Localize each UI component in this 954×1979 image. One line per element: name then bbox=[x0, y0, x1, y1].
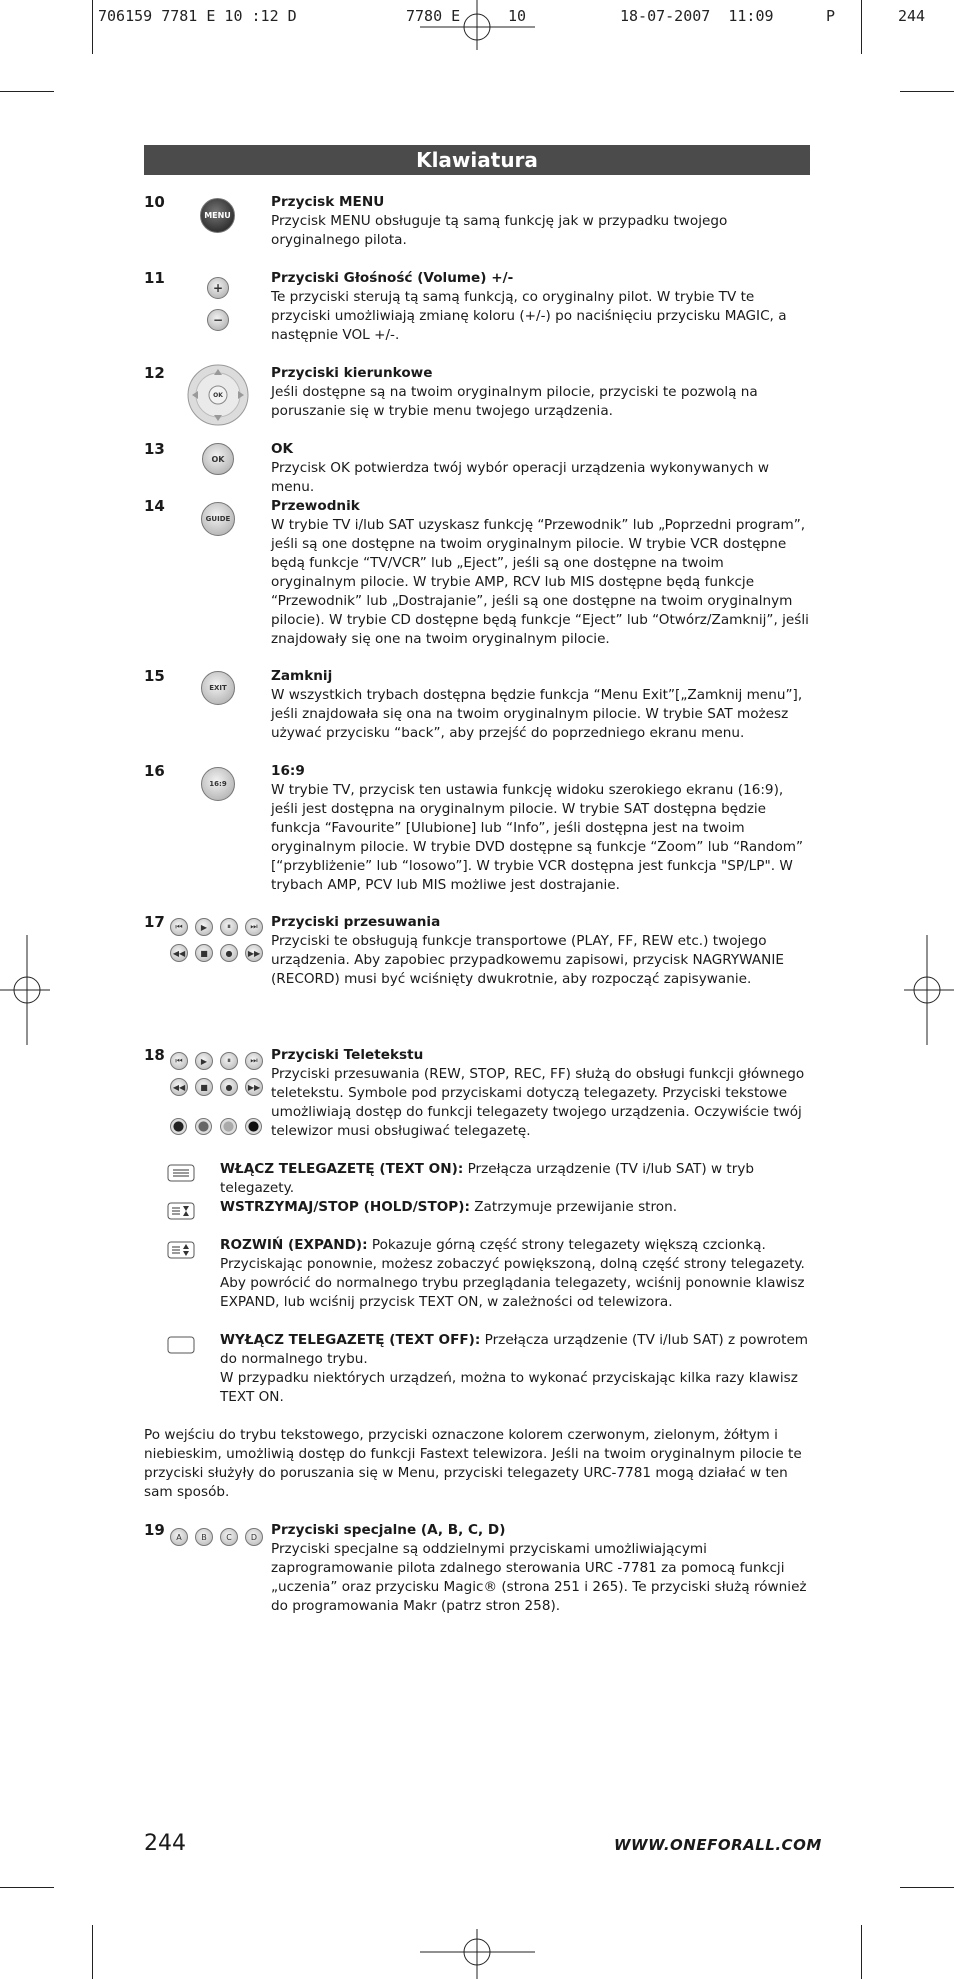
print-job-code: 706159 7781 E 10 :12 D bbox=[98, 7, 297, 25]
transport-buttons-icon bbox=[170, 918, 265, 966]
expand-icon bbox=[167, 1241, 195, 1259]
item-text: W wszystkich trybach dostępna będzie funkcja “Menu Exit”[„Zamknij menu”], jeśli znajdowała się ona na twoim oryginalnym pilocie. W trybie SAT możesz używać przycisku “back”, aby przejść do poprzedniego ekranu menu. bbox=[271, 687, 803, 741]
menu-button-icon: MENU bbox=[200, 198, 235, 233]
widescreen-button-icon: 16:9 bbox=[201, 767, 235, 801]
item-text: Przycisk MENU obsługuje tą samą funkcję jak w przypadku twojego oryginalnego pilota. bbox=[271, 213, 728, 248]
item-number: 16 bbox=[144, 762, 165, 780]
prev-icon: ⏮ bbox=[170, 1052, 188, 1070]
item-widescreen bbox=[271, 762, 811, 895]
item-special bbox=[271, 1521, 811, 1616]
yellow-fastext-icon bbox=[220, 1118, 237, 1135]
crop-mark bbox=[92, 0, 93, 54]
volume-plus-icon: + bbox=[207, 277, 229, 299]
next-icon: ⏭ bbox=[245, 918, 263, 936]
fast-forward-icon: ▶▶ bbox=[245, 944, 263, 962]
stop-icon: ■ bbox=[195, 1078, 213, 1096]
guide-button-icon: GUIDE bbox=[201, 502, 235, 536]
teletext-text: Przełącza urządzenie (TV i/lub SAT) z powrotem do normalnego trybu. bbox=[220, 1332, 809, 1367]
pause-icon: ⏸ bbox=[220, 918, 238, 936]
crop-mark bbox=[861, 0, 862, 54]
section-title: Klawiatura bbox=[144, 145, 810, 175]
rewind-icon: ◀◀ bbox=[170, 1078, 188, 1096]
item-title: Przyciski przesuwania bbox=[271, 914, 441, 930]
page-number: 244 bbox=[144, 1831, 186, 1856]
item-transport bbox=[271, 913, 811, 989]
item-text: Przycisk OK potwierdza twój wybór operacji urządzenia wykonywanych w menu. bbox=[271, 460, 769, 495]
button-d-icon: D bbox=[245, 1528, 263, 1546]
rewind-icon: ◀◀ bbox=[170, 944, 188, 962]
item-volume bbox=[271, 269, 811, 345]
special-buttons-icon bbox=[170, 1528, 265, 1546]
teletext-text: Zatrzymuje przewijanie stron. bbox=[469, 1199, 678, 1215]
item-text: Przyciski przesuwania (REW, STOP, REC, FF) służą do obsługi funkcji głównego teletekstu. Symbole pod przyciskami dotyczą telegazety. Przyciski tekstowe umożliwiają dostęp do funkcji telegazety twojego urządzenia. Oczywiście twój telewizor musi obsługiwać telegazetę. bbox=[271, 1066, 805, 1139]
item-text: W trybie TV, przycisk ten ustawia funkcję widoku szerokiego ekranu (16:9), jeśli jest dostępna na oryginalnym pilocie. W trybie SAT dostępna będzie funkcja “Favourite” [Ulubione] lub “Info”, jeśli dostępna jest na twoim oryginalnym pilocie. W trybie DVD dostępne są funkcje “Zoom” lub “Random” [“przybliżenie” lub “losowo”]. W trybie VCR dostępna jest funkcja "SP/LP". W trybach AMP, PCV lub MIS możliwe jest dostrajanie. bbox=[271, 782, 804, 893]
item-text: Jeśli dostępne są na twoim oryginalnym pilocie, przyciski te pozwolą na poruszanie się w trybie menu twojego urządzenia. bbox=[271, 384, 758, 419]
teletext-label: WSTRZYMAJ/STOP (HOLD/STOP): bbox=[220, 1199, 470, 1215]
button-b-icon: B bbox=[195, 1528, 213, 1546]
item-number: 19 bbox=[144, 1521, 165, 1539]
registration-mark bbox=[0, 935, 50, 1045]
teletext-text: Przełącza urządzenie (TV i/lub SAT) w tryb telegazety. bbox=[220, 1161, 754, 1196]
crop-mark bbox=[0, 91, 54, 92]
item-number: 17 bbox=[144, 913, 165, 931]
crop-mark bbox=[900, 1887, 954, 1888]
teletext-hold-stop bbox=[220, 1198, 810, 1217]
record-icon: ● bbox=[220, 944, 238, 962]
print-edition: 7780 E bbox=[406, 7, 461, 25]
teletext-text-on bbox=[220, 1160, 810, 1198]
green-fastext-icon bbox=[195, 1118, 212, 1135]
item-text: Przyciski specjalne są oddzielnymi przyciskami umożliwiającymi zaprogramowanie pilota zdalnego sterowania URC -7781 za pomocą funkcji „uczenia” oraz przycisku Magic® (strona 251 i 265). Te przyciski służą również do programowania Makr (patrz stron 258). bbox=[271, 1541, 807, 1614]
red-fastext-icon bbox=[170, 1118, 187, 1135]
item-title: Zamknij bbox=[271, 668, 333, 684]
crop-mark bbox=[900, 91, 954, 92]
item-number: 14 bbox=[144, 497, 165, 515]
teletext-text: Pokazuje górną część strony telegazety większą czcionką. Przyciskając ponownie, możesz zobaczyć powiększoną, dolną część strony telegazety. Aby powrócić do normalnego trybu przeglądania telegazety, wciśnij ponownie klawisz EXPAND, lub wciśnij przycisk TEXT ON, w zależności od telewizora. bbox=[220, 1237, 805, 1310]
teletext-label: ROZWIŃ (EXPAND): bbox=[220, 1237, 368, 1253]
item-title: 16:9 bbox=[271, 763, 305, 779]
crop-mark bbox=[0, 1887, 54, 1888]
teletext-extra: W przypadku niektórych urządzeń, można to wykonać przyciskając kilka razy klawisz TEXT ON. bbox=[220, 1370, 798, 1405]
fastext-note: Po wejściu do trybu tekstowego, przyciski oznaczone kolorem czerwonym, zielonym, żółtym i niebieskim, umożliwią dostęp do funkcji Fastext telewizora. Jeśli na twoim oryginalnym pilocie te przyciski służyły do poruszania się w Menu, przyciski telegazety URC-7781 mogą działać w ten sam sposób. bbox=[144, 1427, 802, 1500]
item-ok bbox=[271, 440, 811, 497]
brand-url: WWW.ONEFORALL.COM bbox=[614, 1836, 822, 1854]
item-number: 13 bbox=[144, 440, 165, 458]
item-number: 10 bbox=[144, 193, 165, 211]
text-off-icon bbox=[167, 1336, 195, 1354]
item-title: Przyciski specjalne (A, B, C, D) bbox=[271, 1522, 506, 1538]
text-on-icon bbox=[167, 1164, 195, 1182]
item-menu bbox=[271, 193, 811, 250]
print-page-code: 10 bbox=[508, 7, 527, 25]
registration-mark bbox=[420, 0, 535, 50]
item-number: 15 bbox=[144, 667, 165, 685]
teletext-text-off bbox=[220, 1331, 810, 1407]
registration-mark bbox=[904, 935, 954, 1045]
direction-pad-ok-label: OK bbox=[213, 391, 223, 399]
item-number: 12 bbox=[144, 364, 165, 382]
print-datetime: 18-07-2007 11:09 bbox=[620, 7, 774, 25]
item-teletext bbox=[271, 1046, 811, 1141]
registration-mark bbox=[420, 1929, 535, 1979]
item-title: Przyciski Teletekstu bbox=[271, 1047, 424, 1063]
print-letter: P bbox=[826, 7, 836, 25]
fast-forward-icon: ▶▶ bbox=[245, 1078, 263, 1096]
item-guide bbox=[271, 497, 811, 649]
crop-mark bbox=[92, 1925, 93, 1979]
item-title: Przyciski kierunkowe bbox=[271, 365, 433, 381]
item-title: OK bbox=[271, 441, 294, 457]
volume-minus-icon: − bbox=[207, 309, 229, 331]
teletext-expand bbox=[220, 1236, 810, 1312]
item-exit bbox=[271, 667, 811, 743]
print-page-number: 244 bbox=[898, 7, 926, 25]
pause-icon: ⏸ bbox=[220, 1052, 238, 1070]
ok-button-icon: OK bbox=[202, 443, 234, 475]
prev-icon: ⏮ bbox=[170, 918, 188, 936]
item-title: Przycisk MENU bbox=[271, 194, 385, 210]
hold-stop-icon bbox=[167, 1202, 195, 1220]
item-title: Przyciski Głośność (Volume) +/- bbox=[271, 270, 514, 286]
item-title: Przewodnik bbox=[271, 498, 360, 514]
button-a-icon: A bbox=[170, 1528, 188, 1546]
exit-button-icon: EXIT bbox=[201, 671, 235, 705]
teletext-buttons-icon bbox=[170, 1052, 265, 1138]
item-number: 11 bbox=[144, 269, 165, 287]
blue-fastext-icon bbox=[245, 1118, 262, 1135]
crop-mark bbox=[861, 1925, 862, 1979]
stop-icon: ■ bbox=[195, 944, 213, 962]
next-icon: ⏭ bbox=[245, 1052, 263, 1070]
item-text: Przyciski te obsługują funkcje transportowe (PLAY, FF, REW etc.) twojego urządzenia. Aby zapobiec przypadkowemu zapisowi, przycisk NAGRYWANIE (RECORD) musi być wciśnięty dwukrotnie, aby rozpocząć zapisywanie. bbox=[271, 933, 784, 987]
item-text: Te przyciski sterują tą samą funkcją, co oryginalny pilot. W trybie TV te przyciski umożliwiają zmianę koloru (+/-) po naciśnięciu przycisku MAGIC, a następnie VOL +/-. bbox=[271, 289, 787, 343]
play-icon: ▶ bbox=[195, 918, 213, 936]
record-icon: ● bbox=[220, 1078, 238, 1096]
teletext-label: WYŁĄCZ TELEGAZETĘ (TEXT OFF): bbox=[220, 1332, 481, 1348]
play-icon: ▶ bbox=[195, 1052, 213, 1070]
teletext-label: WŁĄCZ TELEGAZETĘ (TEXT ON): bbox=[220, 1161, 464, 1177]
item-number: 18 bbox=[144, 1046, 165, 1064]
button-c-icon: C bbox=[220, 1528, 238, 1546]
item-text: W trybie TV i/lub SAT uzyskasz funkcję “Przewodnik” lub „Poprzedni program”, jeśli są one dostępne na twoim oryginalnym pilocie. W trybie VCR dostępne będą funkcje “TV/VCR” lub „Eject”, jeśli są one dostępne na twoim oryginalnym pilocie. W trybie AMP, RCV lub MIS dostępne będą funkcje “Przewodnik” lub „Dostrajanie”, jeśli są one dostępne na twoim oryginalnym pilocie). W trybie CD dostępne będą funkcje “Eject” lub “Otwórz/Zamknij”, jeśli znajdowały się one na twoim oryginalnym pilocie. bbox=[271, 517, 809, 647]
item-directional bbox=[271, 364, 811, 421]
